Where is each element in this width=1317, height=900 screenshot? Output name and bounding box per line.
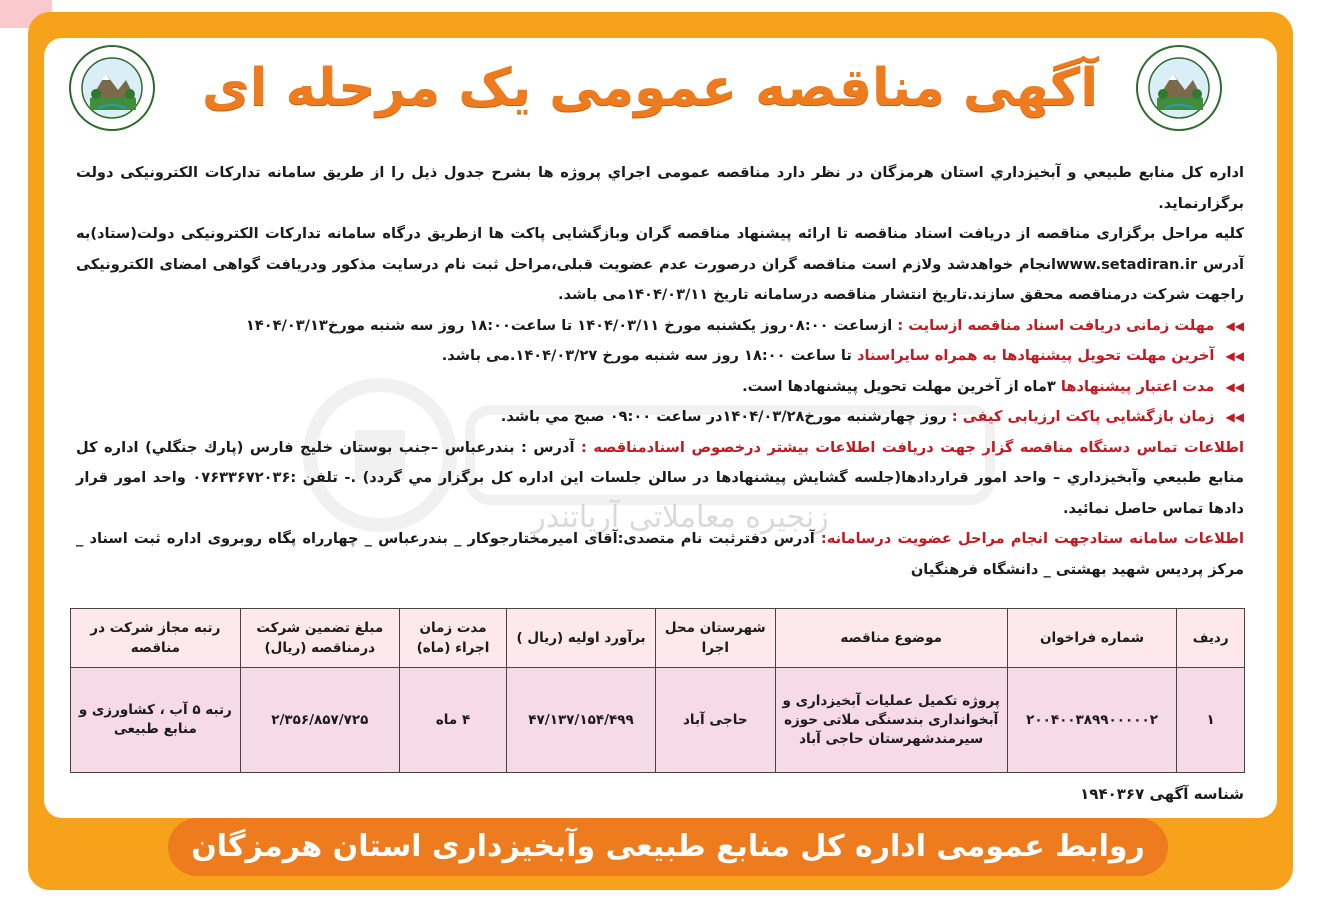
bullet-text: تا ساعت ۱۸:۰۰ روز سه شنبه مورخ ۱۴۰۴/۰۳/۲۷.می باشد.	[441, 347, 852, 364]
ad-id: شناسه آگهی ۱۹۴۰۳۶۷	[1080, 785, 1244, 803]
bullet-arrow-icon: ◀◀	[1225, 318, 1244, 333]
column-header: مدت زمان اجراء (ماه)	[399, 609, 506, 668]
bullet-item	[76, 402, 1244, 433]
bullet-arrow-icon: ◀◀	[1225, 379, 1244, 394]
tender-table	[70, 608, 1245, 773]
column-header: مبلغ تضمین شرکت درمناقصه (ریال)	[240, 609, 399, 668]
intro-paragraph-2-part-a: کلیه مراحل برگزاری مناقصه از دریافت اسناد مناقصه تا ارائه پیشنهاد مناقصه گران وبازگشایی پاکت ها ازطریق درگاه سامانه تدارکات الکترونیکی دولت(ستاد)به آدرس	[76, 225, 1244, 273]
column-header: رتبه مجاز شرکت در مناقصه	[71, 609, 241, 668]
bullet-text: ۳ماه از آخرین مهلت تحویل پیشنهادها است.	[742, 377, 1056, 395]
setad-info-paragraph	[76, 524, 1244, 585]
organization-logo-left-icon	[68, 44, 156, 132]
footer-text: روابط عمومی اداره کل منابع طبیعی وآبخیزداری استان هرمزگان	[191, 829, 1145, 864]
contact-text: آدرس : بندرعباس –جنب بوستان خلیج فارس (پارك جنگلي) اداره کل منابع طبيعي وآبخيزداري – واحد امور قراردادها(جلسه گشايش پيشنهادها در سالن جلسات اين اداره کل برگزار مي گردد) .- تلفن :۰۷۶۳۳۶۷۲۰۳۶ واحد امور قرار دادها تماس حاصل نمائید.	[76, 438, 1245, 517]
table-cell: حاجی آباد	[655, 668, 775, 773]
setad-label: اطلاعات سامانه ستادجهت انجام مراحل عضویت درسامانه:	[820, 530, 1244, 547]
contact-info-paragraph	[76, 433, 1244, 525]
table-cell: ۴۷/۱۳۷/۱۵۴/۴۹۹	[507, 668, 656, 773]
watermark-text: زنجیره معاملاتی آریاتندر	[531, 500, 829, 535]
bullet-text: روز چهارشنبه مورخ۱۴۰۴/۰۳/۲۸در ساعت ۰۹:۰۰ صبح مي باشد.	[500, 408, 947, 425]
column-header: شماره فراخوان	[1007, 609, 1177, 668]
table-cell: پروژه تکمیل عملیات آبخیزداری و آبخوانداری بندسنگی ملاتی حوزه سیرمندشهرستان حاجی آباد	[775, 668, 1007, 773]
column-header: موضوع مناقصه	[775, 609, 1007, 668]
setad-text: آدرس دفترثبت نام متصدی:آقای امیرمختارجوکار _ بندرعباس _ چهارراه پگاه روبروی اداره ثبت اسناد _ مرکز پردیس شهید بهشتی _ دانشگاه فرهنگیان	[76, 530, 1244, 578]
bullet-label: مهلت زمانی دریافت اسناد مناقصه ازسایت :	[897, 316, 1215, 334]
intro-paragraph-2-part-b: انجام خواهدشد ولازم است مناقصه گران درصورت عدم عضویت قبلی،مراحل ثبت نام درسایت مذکور ودریافت گواهی امضای الکترونیکی راجهت شرکت درمناقصه محقق سازند.تاریخ انتشار مناقصه درسامانه تاریخ ۱۴۰۴/۰۳/۱۱می باشد.	[76, 255, 1244, 303]
column-header: برآورد اولیه (ریال )	[507, 609, 656, 668]
bullet-item	[76, 372, 1244, 403]
bullet-label: مدت اعتبار پیشنهادها	[1060, 377, 1215, 395]
setad-website-link[interactable]: www.setadiran.ir	[1056, 255, 1198, 273]
column-header: ردیف	[1177, 609, 1245, 668]
bullet-text: ازساعت ۰۸:۰۰روز یکشنبه مورخ ۱۴۰۴/۰۳/۱۱ تا ساعت۱۸:۰۰ روز سه شنبه مورخ۱۴۰۴/۰۳/۱۳	[245, 316, 893, 334]
table-cell: رتبه ۵ آب ، کشاورزی و منابع طبیعی	[71, 668, 241, 773]
table-cell: ۲/۳۵۶/۸۵۷/۷۲۵	[240, 668, 399, 773]
intro-paragraph-2	[76, 219, 1244, 311]
table-cell: ۱	[1177, 668, 1245, 773]
bullet-arrow-icon: ◀◀	[1225, 410, 1244, 424]
page-title: آگهی مناقصه عمومی یک مرحله ای	[201, 58, 1099, 118]
intro-paragraph-1: اداره کل منابع طبيعي و آبخيزداري استان هرمزگان در نظر دارد مناقصه عمومی اجراي پروژه ها بشرح جدول ذیل را از طریق سامانه تدارکات الکترونیکی دولت برگزارنماید.	[76, 164, 1244, 212]
announcement-body	[76, 158, 1244, 585]
bullet-item	[76, 341, 1244, 372]
bullet-label: آخرین مهلت تحویل پیشنهادها به همراه سایراسناد	[856, 347, 1215, 364]
table-cell: ۴ ماه	[399, 668, 506, 773]
bullet-item	[76, 311, 1244, 342]
bullet-arrow-icon: ◀◀	[1225, 349, 1244, 363]
table-cell: ۲۰۰۴۰۰۳۸۹۹۰۰۰۰۰۲	[1007, 668, 1177, 773]
organization-logo-right-icon	[1135, 44, 1223, 132]
bullet-label: زمان بازگشایی پاکت ارزیابی کیفی :	[951, 408, 1215, 425]
contact-label: اطلاعات تماس دستگاه مناقصه گزار جهت دریافت اطلاعات بیشتر درخصوص اسنادمناقصه :	[581, 438, 1244, 456]
table-row	[71, 668, 1245, 773]
column-header: شهرستان محل اجرا	[655, 609, 775, 668]
table-header-row	[71, 609, 1245, 668]
